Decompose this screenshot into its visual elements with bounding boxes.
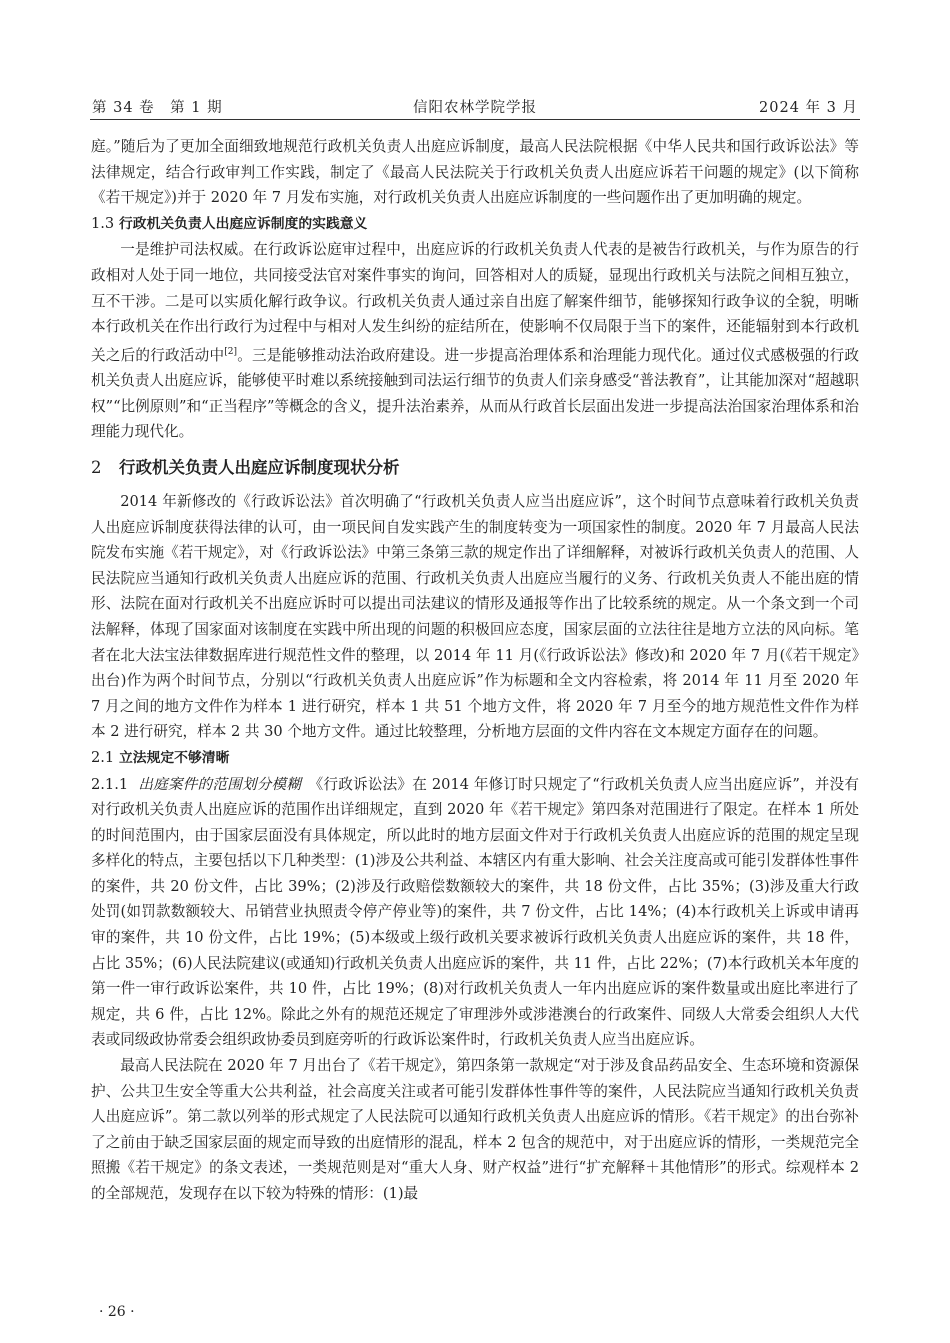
subsection-heading-2-1-1 <box>91 776 301 793</box>
section-title: 立法规定不够清晰 <box>119 749 230 766</box>
section-heading-2-1 <box>91 745 859 772</box>
page-number: · 26 · <box>99 1304 135 1320</box>
journal-title: 信阳农林学院学报 <box>413 100 537 116</box>
paragraph: 2014 年新修改的《行政诉讼法》首次明确了“行政机关负责人应当出庭应诉”，这个时间节点意味着行政机关负责人出庭应诉制度获得法律的认可，由一项民间自发实践产生的制度转变为一项国家性的制度。2020 年 7 月最高人民法院发布实施《若干规定》，对《行政诉讼法》中第三条第三款的规定作出了详细解释，对被诉行政机关负责人的范围、人民法院应当通知行政机关负责人出庭应诉的范围、行政机关负责人出庭应当履行的义务、行政机关负责人不能出庭的情形、法院在面对行政机关不出庭应诉时可以提出司法建议的情形及通报等作出了比较系统的规定。从一个条文到一个司法解释，体现了国家面对该制度在实践中所出现的问题的积极回应态度，国家层面的立法往往是地方立法的风向标。笔者在北大法宝法律数据库进行规范性文件的整理，以 2014 年 11 月(《行政诉讼法》修改)和 2020 年 7 月(《若干规定》出台)作为两个时间节点，分别以“行政机关负责人出庭应诉”作为标题和全文内容检索，将 2014 年 11 月至 2020 年 7 月之间的地方文件作为样本 1 进行研究，样本 1 共 51 个地方文件，将 2020 年 7 月至今的地方规范性文件作为样本 2 进行研究，样本 2 共 30 个地方文件。通过比较整理，分析地方层面的文件内容在文本规定方面存在的问题。 <box>91 492 859 741</box>
paragraph <box>91 772 859 1054</box>
paragraph: 最高人民法院在 2020 年 7 月出台了《若干规定》，第四条第一款规定“对于涉及食品药品安全、生态环境和资源保护、公共卫生安全等重大公共利益，社会高度关注或者可能引发群体性事件等的案件，人民法院应当通知行政机关负责人出庭应诉”。第二款以列举的形式规定了人民法院可以通知行政机关负责人出庭应诉的情形。《若干规定》的出台弥补了之前由于缺乏国家层面的规定而导致的出庭情形的混乱，样本 2 包含的规范中，对于出庭应诉的情形，一类规范完全照搬《若干规定》的条文表述，一类规范则是对“重大人身、财产权益”进行“扩充解释＋其他情形”的形式。综观样本 2 的全部规范，发现存在以下较为特殊的情形：(1)最 <box>91 1057 859 1203</box>
section-title: 行政机关负责人出庭应诉制度的实践意义 <box>119 215 368 232</box>
paragraph-text: 。三是能够推动法治政府建设。进一步提高治理体系和治理能力现代化。通过仪式感极强的行政机关负责人出庭应诉，能够使平时难以系统接触到司法运行细节的负责人们亲身感受“普法教育”，让其能加深对“超越职权”“比例原则”和“正当程序”等概念的含义，提升法治素养，从而从行政首长层面出发进一步提高法治国家治理体系和治理能力现代化。 <box>91 346 859 441</box>
publication-date: 2024 年 3 月 <box>759 100 858 116</box>
header-rule <box>90 119 860 120</box>
section-heading-1-3 <box>91 211 859 238</box>
article-body <box>91 134 859 1207</box>
section-heading-2 <box>91 455 859 481</box>
paragraph <box>91 237 859 445</box>
section-number: 1.3 <box>91 214 115 232</box>
running-header <box>92 96 858 120</box>
section-number: 2 <box>91 457 102 477</box>
paragraph: 庭。”随后为了更加全面细致地规范行政机关负责人出庭应诉制度，最高人民法院根据《中华人民共和国行政诉讼法》等法律规定，结合行政审判工作实践，制定了《最高人民法院关于行政机关负责人出庭应诉若干问题的规定》(以下简称《若干规定》)并于 2020 年 7 月发布实施，对行政机关负责人出庭应诉制度的一些问题作出了更加明确的规定。 <box>91 138 859 207</box>
citation: [2] <box>224 346 238 357</box>
section-title: 行政机关负责人出庭应诉制度现状分析 <box>119 457 400 477</box>
volume-issue: 第 34 卷 第 1 期 <box>92 100 223 116</box>
subsection-title: 出庭案件的范围划分模糊 <box>138 775 302 793</box>
paragraph-text: 《行政诉讼法》在 2014 年修订时只规定了“行政机关负责人应当出庭应诉”，并没有对行政机关负责人出庭应诉的范围作出详细规定，直到 2020 年《若干规定》第四条对范围进行了限定。在样本 1 所处的时间范围内，由于国家层面没有具体规定，所以此时的地方层面文件对于行政机关负责人出庭应诉的范围的规定呈现多样化的特点，主要包括以下几种类型：(1)涉及公共利益、本辖区内有重大影响、社会关注度高或可能引发群体性事件的案件，共 20 份文件，占比 39%；(2)涉及行政赔偿数额较大的案件，共 18 份文件，占比 35%；(3)涉及重大行政处罚(如罚款数额较大、吊销营业执照责令停产停业等)的案件，共 7 份文件，占比 14%；(4)本行政机关上诉或申请再审的案件，共 10 份文件，占比 19%；(5)本级或上级行政机关要求被诉行政机关负责人出庭应诉的案件，共 18 件，占比 35%；(6)人民法院建议(或通知)行政机关负责人出庭应诉的案件，共 11 件，占比 22%；(7)本行政机关本年度的第一件一审行政诉讼案件，共 10 件，占比 19%；(8)对行政机关负责人一年内出庭应诉的案件数量或出庭比率进行了规定，共 6 件，占比 12%。除此之外有的规范还规定了审理涉外或涉港澳台的行政案件、同级人大常委会组织人大代表或同级政协常委会组织政协委员到庭旁听的行政诉讼案件时，行政机关负责人应当出庭应诉。 <box>91 775 859 1049</box>
subsection-number: 2.1.1 <box>91 775 129 793</box>
paragraph-text: 一是维护司法权威。在行政诉讼庭审过程中，出庭应诉的行政机关负责人代表的是被告行政机关，与作为原告的行政相对人处于同一地位，共同接受法官对案件事实的询问，回答相对人的质疑，显现出行政机关与法院之间相互独立，互不干涉。二是可以实质化解行政争议。行政机关负责人通过亲自出庭了解案件细节，能够探知行政争议的全貌，明晰本行政机关在作出行政行为过程中与相对人发生纠纷的症结所在，使影响不仅局限于当下的案件，还能辐射到本行政机关之后的行政活动中 <box>91 241 859 364</box>
section-number: 2.1 <box>91 748 115 766</box>
